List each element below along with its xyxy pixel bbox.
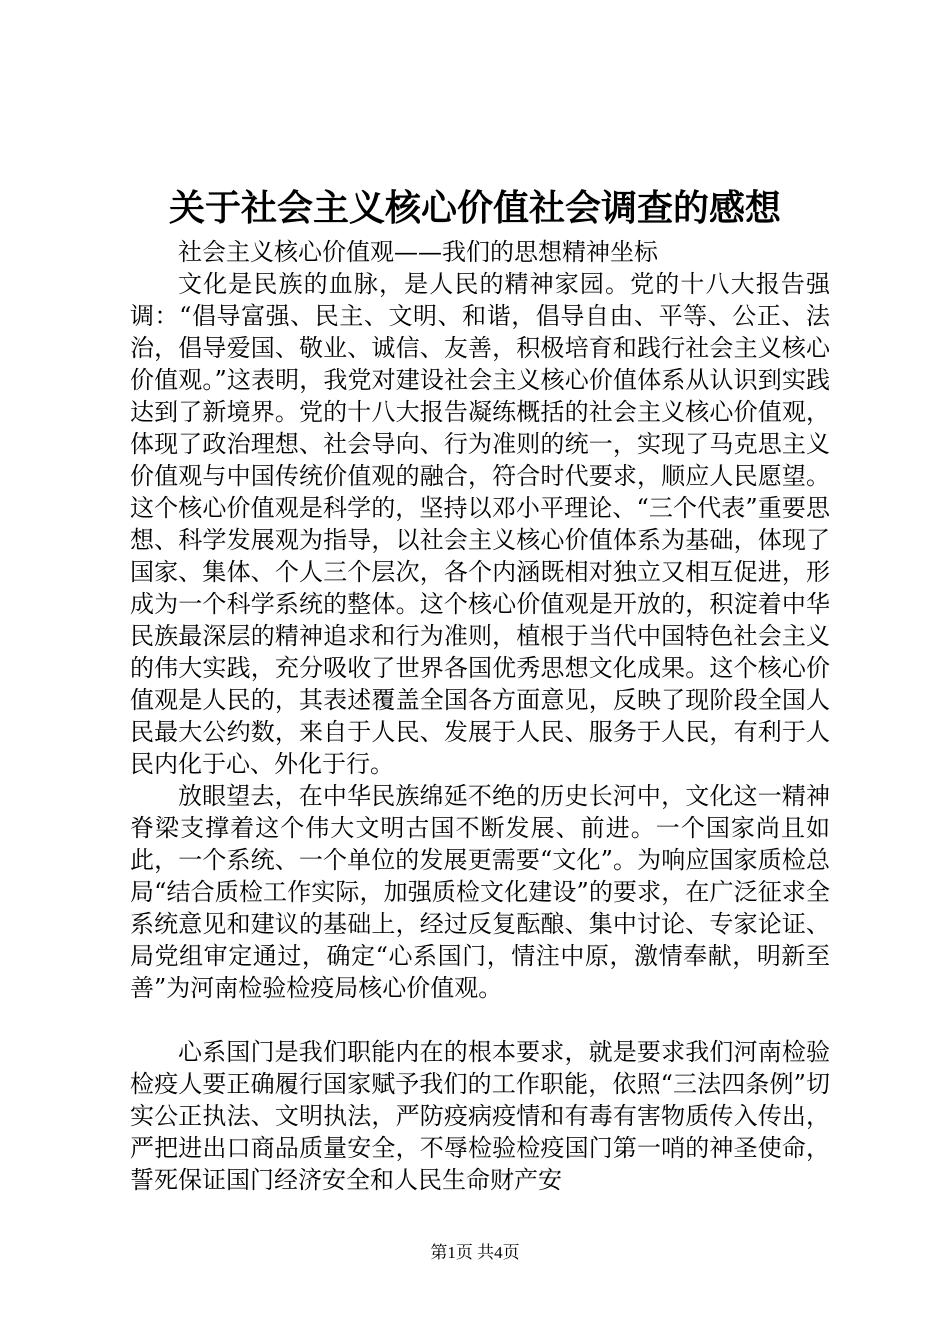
document-title: 关于社会主义核心价值社会调查的感想: [168, 187, 781, 229]
body-paragraph: 文化是民族的血脉，是人民的精神家园。党的十八大报告强调：“倡导富强、民主、文明、和谐，倡导自由、平等、公正、法治，倡导爱国、敬业、诚信、友善，积极培育和践行社会主义核心价值观。”这表明，我党对建设社会主义核心价值体系从认识到实践达到了新境界。党的十八大报告凝练概括的社会主义核心价值观，体现了政治理想、社会导向、行为准则的统一，实现了马克思主义价值观与中国传统价值观的融合，符合时代要求，顺应人民愿望。这个核心价值观是科学的，坚持以邓小平理论、“三个代表”重要思想、科学发展观为指导，以社会主义核心价值体系为基础，体现了国家、集体、个人三个层次，各个内涵既相对独立又相互促进，形成为一个科学系统的整体。这个核心价值观是开放的，积淀着中华民族最深层的精神追求和行为准则，植根于当代中国特色社会主义的伟大实践，充分吸收了世界各国优秀思想文化成果。这个核心价值观是人民的，其表述覆盖全国各方面意见，反映了现阶段全国人民最大公约数，来自于人民、发展于人民、服务于人民，有利于人民内化于心、外化于行。: [130, 270, 830, 778]
subtitle-paragraph: 社会主义核心价值观——我们的思想精神坐标: [178, 238, 658, 266]
body-paragraph: 放眼望去，在中华民族绵延不绝的历史长河中，文化这一精神脊梁支撑着这个伟大文明古国不断发展、前进。一个国家尚且如此，一个系统、一个单位的发展更需要“文化”。为响应国家质检总局“结合质检工作实际，加强质检文化建设”的要求，在广泛征求全系统意见和建议的基础上，经过反复酝酿、集中讨论、专家论证、局党组审定通过，确定“心系国门，情注中原，激情奉献，明新至善”为河南检验检疫局核心价值观。: [130, 782, 830, 1002]
document-body: [130, 236, 830, 1196]
body-paragraph: 心系国门是我们职能内在的根本要求，就是要求我们河南检验检疫人要正确履行国家赋予我们的工作职能，依照“三法四条例”切实公正执法、文明执法，严防疫病疫情和有毒有害物质传入传出，严把进出口商品质量安全，不辱检验检疫国门第一哨的神圣使命，誓死保证国门经济安全和人民生命财产安: [130, 1038, 830, 1194]
page-number-footer: 第1页 共4页: [430, 1243, 520, 1262]
